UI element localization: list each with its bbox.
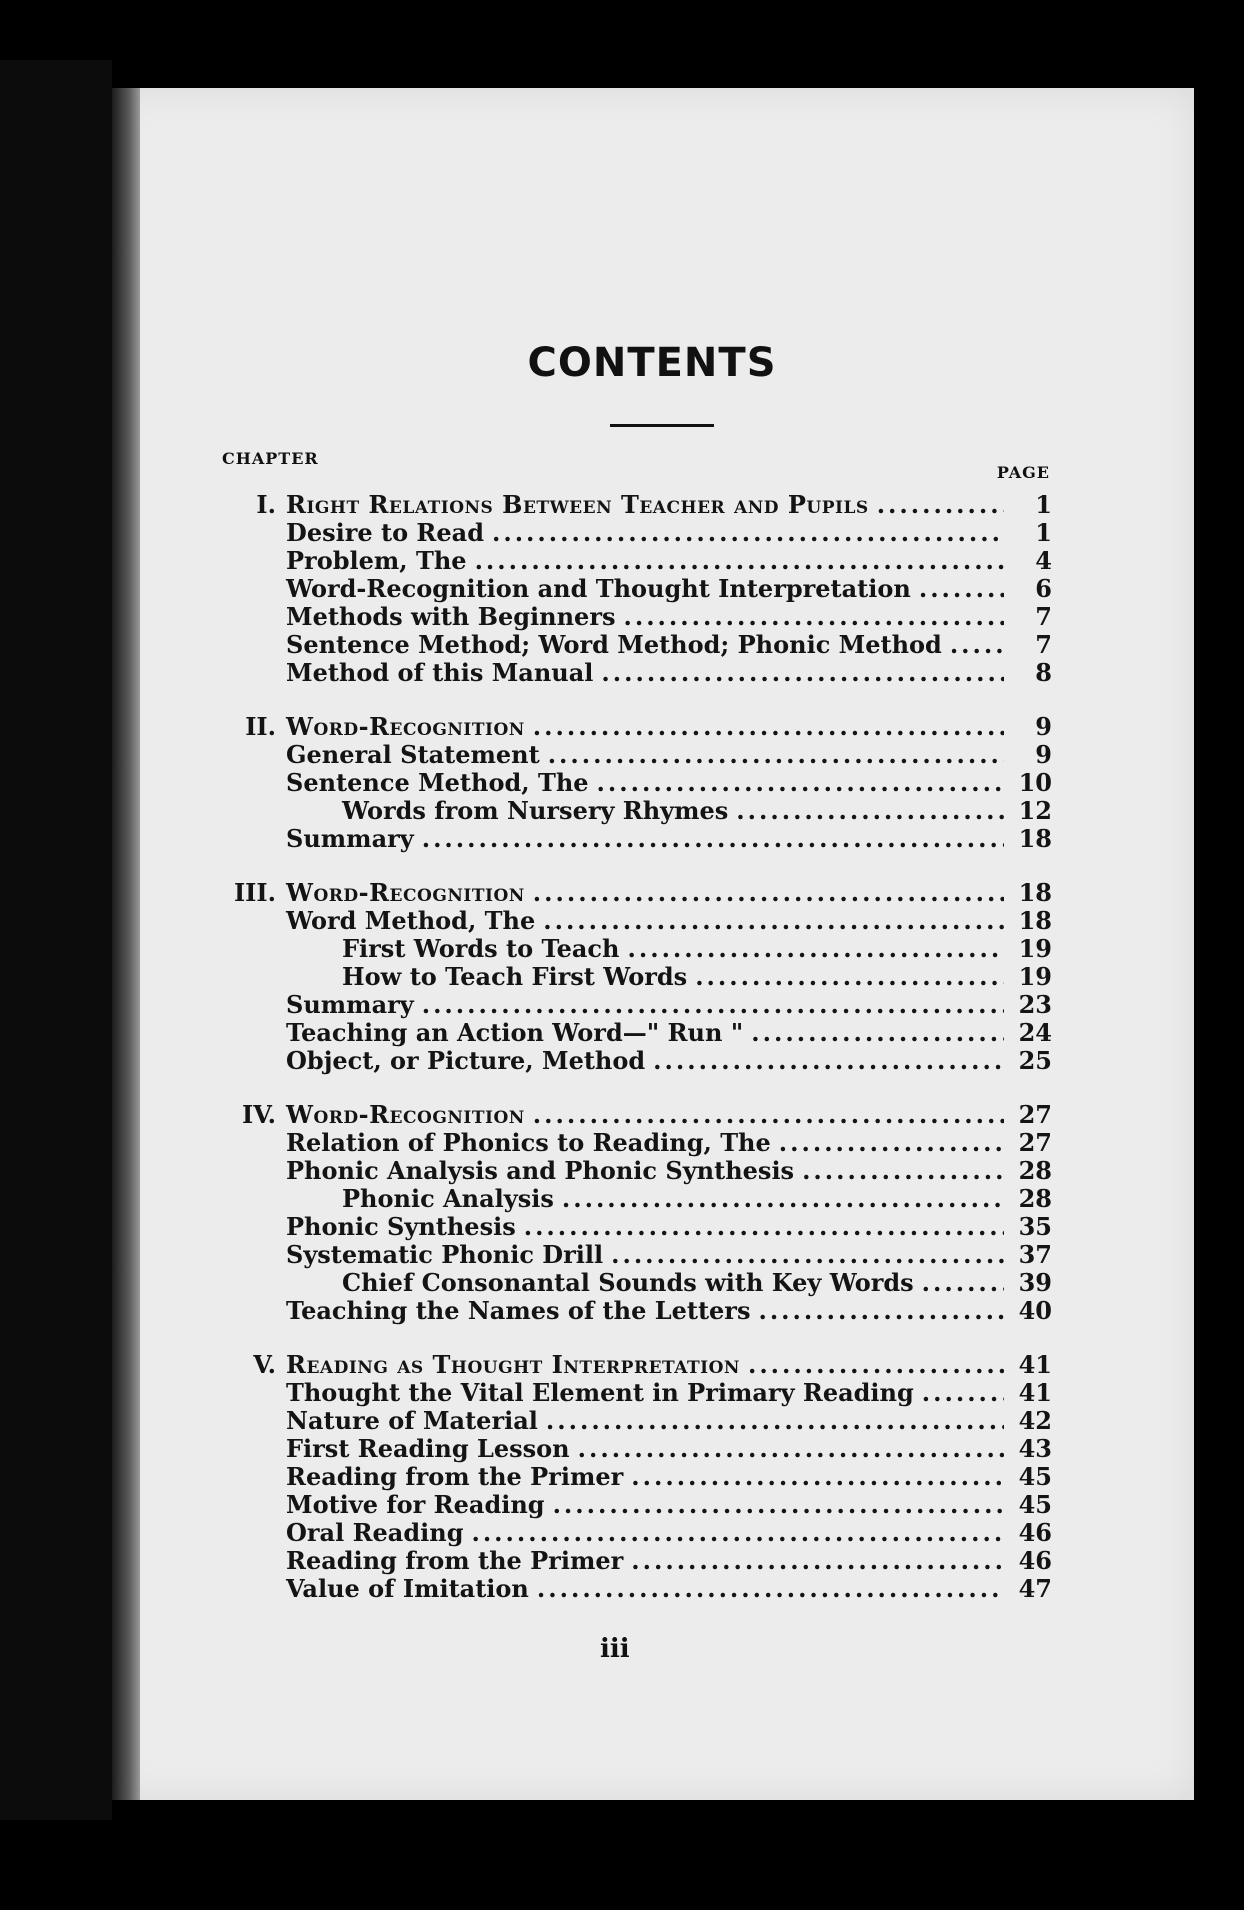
entry-page: 45 bbox=[1018, 1490, 1052, 1519]
chapter-number: V. bbox=[253, 1350, 276, 1379]
chapter-page: 9 bbox=[1035, 712, 1052, 741]
chapter-title: Word-Recognition bbox=[286, 878, 525, 907]
entry-page: 45 bbox=[1018, 1462, 1052, 1491]
chapter-number: I. bbox=[256, 490, 276, 519]
entry-title: Methods with Beginners bbox=[286, 602, 616, 631]
chapter-number: II. bbox=[245, 712, 276, 741]
dot-leader bbox=[533, 1101, 1004, 1129]
entry-page: 1 bbox=[1035, 518, 1052, 547]
toc-entry bbox=[222, 1575, 1062, 1603]
entry-title: Word Method, The bbox=[286, 906, 536, 935]
dot-leader bbox=[653, 1047, 1004, 1075]
toc-entry bbox=[222, 1241, 1062, 1269]
dot-leader bbox=[922, 1379, 1004, 1407]
entry-title: Method of this Manual bbox=[286, 658, 594, 687]
dot-leader bbox=[631, 1547, 1004, 1575]
toc-entry bbox=[222, 1379, 1062, 1407]
entry-page: 41 bbox=[1018, 1378, 1052, 1407]
dot-leader bbox=[628, 935, 1005, 963]
table-of-contents bbox=[222, 340, 1062, 1629]
dot-leader bbox=[877, 491, 1004, 519]
entry-page: 18 bbox=[1018, 824, 1052, 853]
entry-page: 24 bbox=[1018, 1018, 1052, 1047]
toc-entry bbox=[222, 1547, 1062, 1575]
chapter-page: 27 bbox=[1018, 1100, 1052, 1129]
entry-page: 4 bbox=[1035, 546, 1052, 575]
toc-entry bbox=[222, 1047, 1062, 1075]
chapter-number: III. bbox=[233, 878, 276, 907]
entry-page: 7 bbox=[1035, 630, 1052, 659]
toc-entry bbox=[222, 769, 1062, 797]
chapter-heading bbox=[222, 491, 1062, 519]
dot-leader bbox=[562, 1185, 1004, 1213]
entry-title: Value of Imitation bbox=[286, 1574, 529, 1603]
chapter-number: IV. bbox=[241, 1100, 276, 1129]
entry-title: General Statement bbox=[286, 740, 540, 769]
toc-entry bbox=[222, 935, 1062, 963]
toc-entry bbox=[222, 1463, 1062, 1491]
toc-entry bbox=[222, 1435, 1062, 1463]
entry-title: Sentence Method; Word Method; Phonic Method bbox=[286, 630, 942, 659]
entry-page: 9 bbox=[1035, 740, 1052, 769]
entry-page: 46 bbox=[1018, 1546, 1052, 1575]
dot-leader bbox=[422, 991, 1004, 1019]
dot-leader bbox=[758, 1297, 1004, 1325]
entry-page: 37 bbox=[1018, 1240, 1052, 1269]
chapter-title: Reading as Thought Interpretation bbox=[286, 1350, 740, 1379]
toc-entry bbox=[222, 603, 1062, 631]
dot-leader bbox=[919, 575, 1004, 603]
entry-page: 12 bbox=[1018, 796, 1052, 825]
entry-title: Object, or Picture, Method bbox=[286, 1046, 646, 1075]
chapter-block bbox=[222, 713, 1062, 853]
entry-title: Phonic Analysis and Phonic Synthesis bbox=[286, 1156, 795, 1185]
chapter-block bbox=[222, 491, 1062, 687]
dot-leader bbox=[533, 713, 1004, 741]
entry-page: 27 bbox=[1018, 1128, 1052, 1157]
chapter-list bbox=[222, 491, 1062, 1603]
dot-leader bbox=[597, 769, 1004, 797]
entry-title: Teaching an Action Word—" Run " bbox=[286, 1018, 744, 1047]
dot-leader bbox=[748, 1351, 1004, 1379]
entry-page: 23 bbox=[1018, 990, 1052, 1019]
entry-page: 40 bbox=[1018, 1296, 1052, 1325]
entry-page: 19 bbox=[1018, 934, 1052, 963]
page-number: iii bbox=[600, 1634, 630, 1664]
entry-title: Sentence Method, The bbox=[286, 768, 589, 797]
chapter-heading bbox=[222, 713, 1062, 741]
entry-title: Systematic Phonic Drill bbox=[286, 1240, 604, 1269]
dot-leader bbox=[537, 1575, 1004, 1603]
chapter-block bbox=[222, 879, 1062, 1075]
entry-page: 39 bbox=[1018, 1268, 1052, 1297]
entry-page: 43 bbox=[1018, 1434, 1052, 1463]
scan-left-border bbox=[0, 60, 112, 1820]
dot-leader bbox=[578, 1435, 1004, 1463]
toc-entry bbox=[222, 741, 1062, 769]
chapter-title: Word-Recognition bbox=[286, 1100, 525, 1129]
entry-page: 25 bbox=[1018, 1046, 1052, 1075]
entry-title: Teaching the Names of the Letters bbox=[286, 1296, 751, 1325]
entry-page: 7 bbox=[1035, 602, 1052, 631]
entry-title: Thought the Vital Element in Primary Reading bbox=[286, 1378, 914, 1407]
dot-leader bbox=[922, 1269, 1004, 1297]
page-title: CONTENTS bbox=[527, 340, 777, 386]
toc-entry bbox=[222, 1019, 1062, 1047]
page-column-label: PAGE bbox=[996, 463, 1050, 482]
entry-title: First Reading Lesson bbox=[286, 1434, 570, 1463]
entry-page: 10 bbox=[1018, 768, 1052, 797]
chapter-heading bbox=[222, 879, 1062, 907]
dot-leader bbox=[601, 659, 1004, 687]
entry-title: Nature of Material bbox=[286, 1406, 538, 1435]
entry-title: First Words to Teach bbox=[342, 934, 620, 963]
toc-entry bbox=[222, 659, 1062, 687]
chapter-heading bbox=[222, 1351, 1062, 1379]
entry-title: Reading from the Primer bbox=[286, 1462, 624, 1491]
toc-entry bbox=[222, 1129, 1062, 1157]
dot-leader bbox=[543, 907, 1004, 935]
dot-leader bbox=[548, 741, 1004, 769]
chapter-heading bbox=[222, 1101, 1062, 1129]
entry-page: 19 bbox=[1018, 962, 1052, 991]
entry-title: Summary bbox=[286, 990, 414, 1019]
entry-title: Desire to Read bbox=[286, 518, 484, 547]
entry-page: 47 bbox=[1018, 1574, 1052, 1603]
entry-title: Oral Reading bbox=[286, 1518, 464, 1547]
entry-title: Phonic Analysis bbox=[342, 1184, 554, 1213]
entry-page: 28 bbox=[1018, 1156, 1052, 1185]
chapter-page: 18 bbox=[1018, 878, 1052, 907]
toc-entry bbox=[222, 1297, 1062, 1325]
toc-entry bbox=[222, 1269, 1062, 1297]
toc-entry bbox=[222, 797, 1062, 825]
dot-leader bbox=[492, 519, 1004, 547]
toc-entry bbox=[222, 1491, 1062, 1519]
entry-title: Summary bbox=[286, 824, 414, 853]
dot-leader bbox=[475, 547, 1004, 575]
entry-title: How to Teach First Words bbox=[342, 962, 688, 991]
toc-entry bbox=[222, 519, 1062, 547]
dot-leader bbox=[950, 631, 1004, 659]
entry-page: 6 bbox=[1035, 574, 1052, 603]
chapter-page: 41 bbox=[1018, 1350, 1052, 1379]
dot-leader bbox=[779, 1129, 1004, 1157]
title-rule bbox=[610, 424, 714, 427]
chapter-title: Word-Recognition bbox=[286, 712, 525, 741]
entry-page: 18 bbox=[1018, 906, 1052, 935]
entry-title: Words from Nursery Rhymes bbox=[342, 796, 729, 825]
entry-title: Reading from the Primer bbox=[286, 1546, 624, 1575]
chapter-page: 1 bbox=[1035, 490, 1052, 519]
dot-leader bbox=[471, 1519, 1004, 1547]
dot-leader bbox=[695, 963, 1004, 991]
dot-leader bbox=[422, 825, 1004, 853]
toc-entry bbox=[222, 1213, 1062, 1241]
chapter-column-label: CHAPTER bbox=[222, 449, 319, 468]
dot-leader bbox=[611, 1241, 1004, 1269]
dot-leader bbox=[546, 1407, 1004, 1435]
column-headers bbox=[222, 449, 1062, 491]
book-spine-shadow bbox=[112, 88, 140, 1800]
entry-page: 8 bbox=[1035, 658, 1052, 687]
toc-entry bbox=[222, 991, 1062, 1019]
entry-title: Relation of Phonics to Reading, The bbox=[286, 1128, 771, 1157]
entry-page: 46 bbox=[1018, 1518, 1052, 1547]
dot-leader bbox=[631, 1463, 1004, 1491]
dot-leader bbox=[751, 1019, 1004, 1047]
toc-entry bbox=[222, 1157, 1062, 1185]
entry-title: Word-Recognition and Thought Interpretation bbox=[286, 574, 911, 603]
dot-leader bbox=[736, 797, 1004, 825]
toc-entry bbox=[222, 575, 1062, 603]
entry-title: Problem, The bbox=[286, 546, 467, 575]
toc-entry bbox=[222, 1185, 1062, 1213]
entry-page: 35 bbox=[1018, 1212, 1052, 1241]
toc-entry bbox=[222, 547, 1062, 575]
toc-entry bbox=[222, 825, 1062, 853]
entry-page: 42 bbox=[1018, 1406, 1052, 1435]
toc-entry bbox=[222, 1519, 1062, 1547]
dot-leader bbox=[553, 1491, 1004, 1519]
entry-title: Motive for Reading bbox=[286, 1490, 545, 1519]
toc-entry bbox=[222, 631, 1062, 659]
chapter-title: Right Relations Between Teacher and Pupils bbox=[286, 490, 869, 519]
dot-leader bbox=[533, 879, 1004, 907]
dot-leader bbox=[623, 603, 1004, 631]
dot-leader bbox=[524, 1213, 1004, 1241]
toc-entry bbox=[222, 963, 1062, 991]
entry-page: 28 bbox=[1018, 1184, 1052, 1213]
chapter-block bbox=[222, 1101, 1062, 1325]
dot-leader bbox=[802, 1157, 1004, 1185]
toc-entry bbox=[222, 1407, 1062, 1435]
entry-title: Phonic Synthesis bbox=[286, 1212, 516, 1241]
toc-entry bbox=[222, 907, 1062, 935]
chapter-block bbox=[222, 1351, 1062, 1603]
entry-title: Chief Consonantal Sounds with Key Words bbox=[342, 1268, 914, 1297]
